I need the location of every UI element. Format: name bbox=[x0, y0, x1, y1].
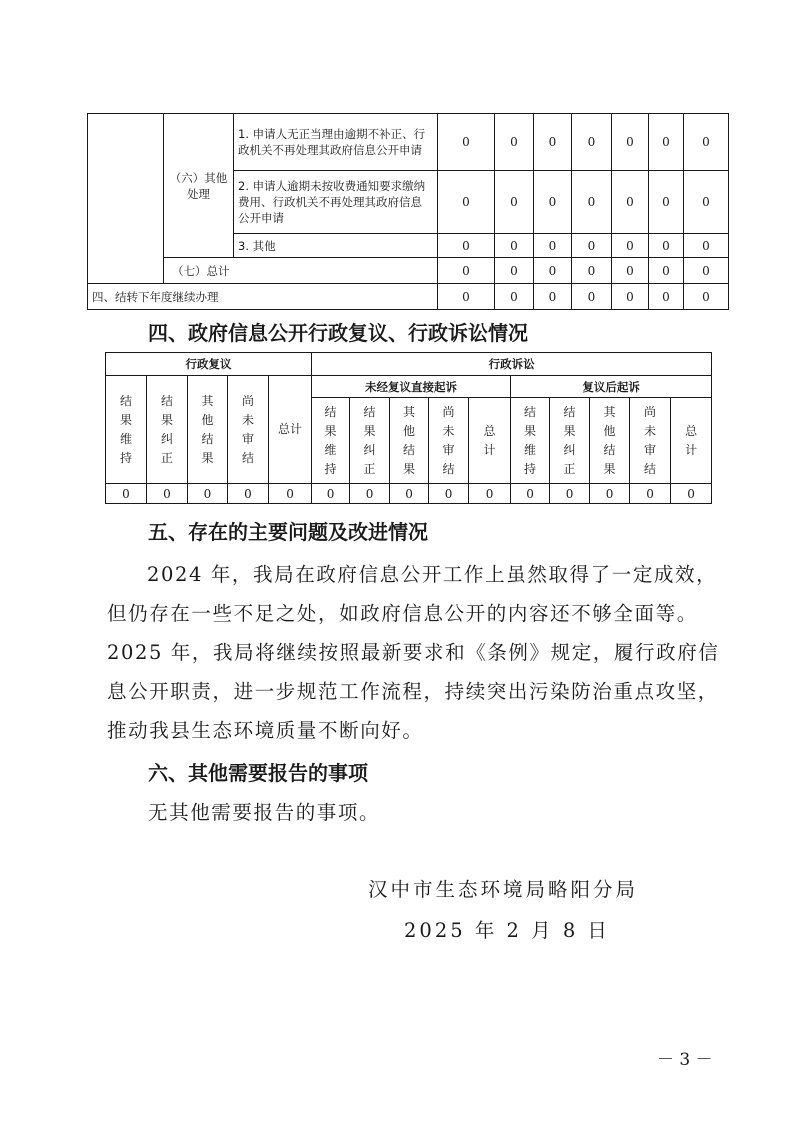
cell-value: 0 bbox=[630, 484, 671, 504]
cell-value: 0 bbox=[684, 284, 729, 310]
direct-col-header bbox=[312, 398, 350, 484]
cell-value: 0 bbox=[534, 258, 572, 284]
total-row bbox=[88, 258, 729, 284]
cell-value: 0 bbox=[106, 484, 147, 504]
cell-value: 0 bbox=[429, 484, 469, 504]
cell-value: 0 bbox=[495, 284, 534, 310]
cell-value: 0 bbox=[495, 171, 534, 234]
cell-value: 0 bbox=[612, 171, 649, 234]
carryover-row bbox=[88, 284, 729, 310]
total-label: （七）总计 bbox=[164, 258, 438, 284]
column-header-text: 其 他 结 果 bbox=[201, 393, 214, 465]
cell-value: 0 bbox=[269, 484, 312, 504]
litigation-header: 行政诉讼 bbox=[312, 353, 712, 376]
cell-value: 0 bbox=[312, 484, 350, 504]
direct-col-header bbox=[390, 398, 429, 484]
column-header-text: 尚 未 审 结 bbox=[241, 393, 254, 465]
group-label: （六）其他处理 bbox=[164, 114, 234, 258]
review-col-header bbox=[106, 376, 147, 484]
cell-value: 0 bbox=[438, 114, 495, 171]
review-col-header-total: 总计 bbox=[269, 376, 312, 484]
cell-value: 0 bbox=[495, 114, 534, 171]
cell-value: 0 bbox=[590, 484, 630, 504]
section-4-title: 四、政府信息公开行政复议、行政诉讼情况 bbox=[148, 321, 528, 345]
column-header-text: 其 他 结 果 bbox=[603, 404, 616, 476]
cell-value: 0 bbox=[495, 258, 534, 284]
signature-organization: 汉中市生态环境局略阳分局 bbox=[368, 878, 639, 901]
cell-value: 0 bbox=[495, 234, 534, 258]
cell-value: 0 bbox=[350, 484, 390, 504]
column-header-text: 其 他 结 果 bbox=[403, 404, 416, 476]
column-header-text: 结 果 纠 正 bbox=[160, 393, 173, 465]
paragraph-line: 推动我县生态环境质量不断向好。 bbox=[107, 719, 424, 742]
cell-value: 0 bbox=[612, 114, 649, 171]
cell-value: 0 bbox=[684, 114, 729, 171]
column-header-text: 总 计 bbox=[483, 423, 496, 457]
direct-col-header bbox=[350, 398, 390, 484]
cell-value: 0 bbox=[534, 114, 572, 171]
paragraph-line: 2025 年，我局将继续按照最新要求和《条例》规定，履行政府信 bbox=[107, 641, 720, 664]
cell-value: 0 bbox=[612, 258, 649, 284]
cell-value: 0 bbox=[147, 484, 188, 504]
after-review-col-header bbox=[671, 398, 712, 484]
cell-value: 0 bbox=[572, 234, 612, 258]
row-label: 1. 申请人无正当理由逾期不补正、行政机关不再处理其政府信息公开申请 bbox=[234, 114, 438, 171]
cell-value: 0 bbox=[684, 234, 729, 258]
page-number: － 3 － bbox=[657, 1050, 713, 1070]
review-litigation-table bbox=[105, 352, 712, 504]
column-header-text: 结 果 纠 正 bbox=[363, 404, 376, 476]
column-header-text: 结 果 维 持 bbox=[324, 404, 337, 476]
column-header-text: 总 计 bbox=[685, 423, 698, 457]
cell-value: 0 bbox=[572, 114, 612, 171]
after-review-col-header bbox=[511, 398, 550, 484]
paragraph-line: 2024 年，我局在政府信息公开工作上虽然取得了一定成效， bbox=[147, 563, 718, 586]
cell-value: 0 bbox=[550, 484, 590, 504]
column-header-text: 尚 未 审 结 bbox=[644, 404, 657, 476]
cell-value: 0 bbox=[684, 171, 729, 234]
section-6-title: 六、其他需要报告的事项 bbox=[148, 761, 368, 785]
direct-col-header bbox=[429, 398, 469, 484]
cell-value: 0 bbox=[612, 234, 649, 258]
cell-value: 0 bbox=[438, 284, 495, 310]
cell-value: 0 bbox=[534, 171, 572, 234]
cell-value: 0 bbox=[534, 284, 572, 310]
cell-value: 0 bbox=[188, 484, 228, 504]
review-header: 行政复议 bbox=[106, 353, 312, 376]
cell-value: 0 bbox=[684, 258, 729, 284]
paragraph-line: 但仍存在一些不足之处，如政府信息公开的内容还不够全面等。 bbox=[107, 602, 698, 625]
cell-value: 0 bbox=[390, 484, 429, 504]
column-header-text: 尚 未 审 结 bbox=[442, 404, 455, 476]
cell-value: 0 bbox=[649, 114, 684, 171]
cell-value: 0 bbox=[438, 258, 495, 284]
cell-value: 0 bbox=[649, 234, 684, 258]
direct-suit-header: 未经复议直接起诉 bbox=[312, 376, 511, 398]
blank-category-cell bbox=[88, 114, 164, 284]
cell-value: 0 bbox=[572, 284, 612, 310]
column-header-text: 结 果 纠 正 bbox=[563, 404, 576, 476]
carryover-label: 四、结转下年度继续办理 bbox=[88, 284, 438, 310]
after-review-col-header bbox=[550, 398, 590, 484]
after-review-col-header bbox=[630, 398, 671, 484]
column-header-text: 结 果 维 持 bbox=[524, 404, 537, 476]
after-review-suit-header: 复议后起诉 bbox=[511, 376, 712, 398]
cell-value: 0 bbox=[649, 284, 684, 310]
cell-value: 0 bbox=[511, 484, 550, 504]
section-6-body: 无其他需要报告的事项。 bbox=[148, 801, 381, 824]
table-row bbox=[106, 484, 712, 504]
review-col-header bbox=[147, 376, 188, 484]
table-row bbox=[88, 114, 729, 171]
row-label: 2. 申请人逾期未按收费通知要求缴纳费用、行政机关不再处理其政府信息公开申请 bbox=[234, 171, 438, 234]
cell-value: 0 bbox=[649, 258, 684, 284]
cell-value: 0 bbox=[572, 258, 612, 284]
review-col-header bbox=[188, 376, 228, 484]
review-col-header bbox=[228, 376, 269, 484]
column-header-text: 结 果 维 持 bbox=[119, 393, 132, 465]
cell-value: 0 bbox=[469, 484, 511, 504]
row-label: 3. 其他 bbox=[234, 234, 438, 258]
cell-value: 0 bbox=[649, 171, 684, 234]
cell-value: 0 bbox=[612, 284, 649, 310]
disposal-statistics-table bbox=[87, 113, 729, 310]
signature-date: 2025 年 2 月 8 日 bbox=[404, 919, 610, 942]
direct-col-header bbox=[469, 398, 511, 484]
cell-value: 0 bbox=[572, 171, 612, 234]
cell-value: 0 bbox=[534, 234, 572, 258]
section-5-title: 五、存在的主要问题及改进情况 bbox=[148, 520, 428, 544]
cell-value: 0 bbox=[671, 484, 712, 504]
cell-value: 0 bbox=[438, 171, 495, 234]
paragraph-line: 息公开职责，进一步规范工作流程，持续突出污染防治重点攻坚， bbox=[107, 680, 719, 703]
cell-value: 0 bbox=[438, 234, 495, 258]
after-review-col-header bbox=[590, 398, 630, 484]
cell-value: 0 bbox=[228, 484, 269, 504]
